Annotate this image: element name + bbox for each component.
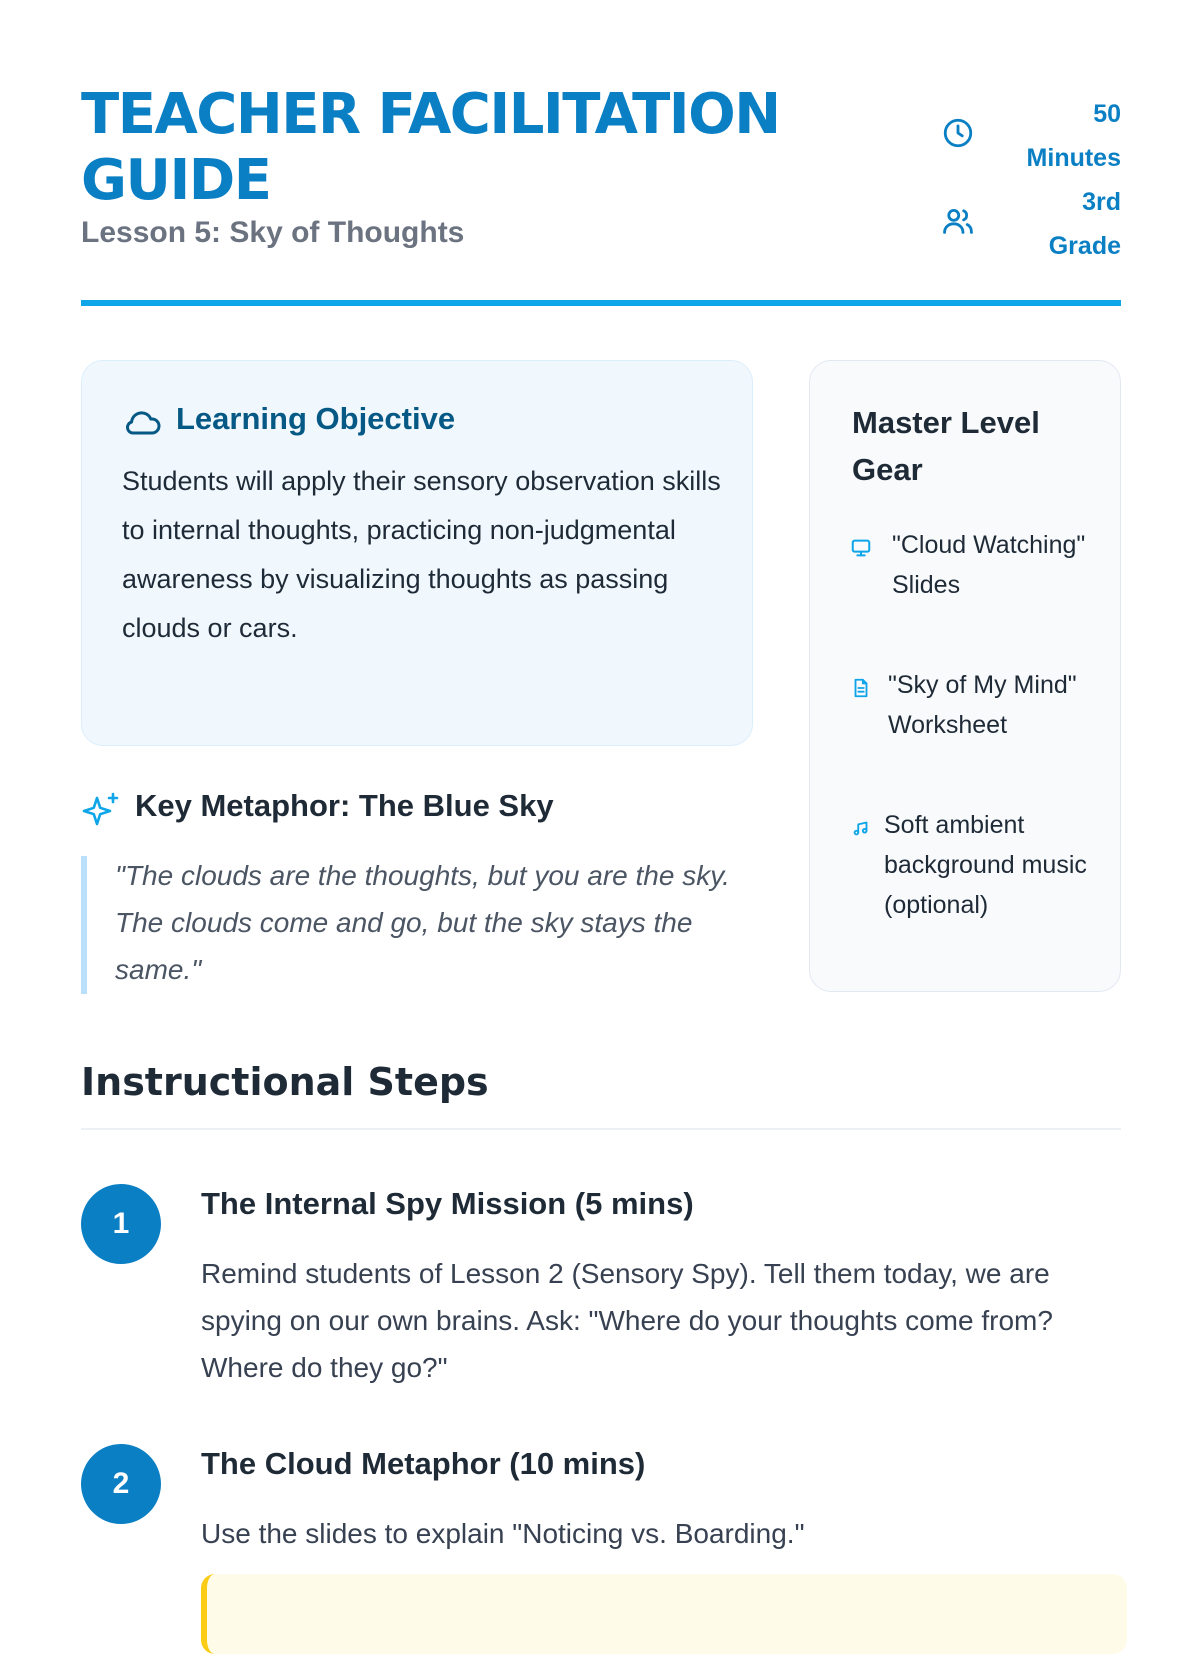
gear-item-label: "Cloud Watching" Slides — [892, 531, 1086, 599]
lesson-subtitle: Lesson 5: Sky of Thoughts — [81, 216, 465, 249]
objective-title: Learning Objective — [176, 401, 456, 436]
step-title: The Cloud Metaphor (10 mins) — [201, 1446, 646, 1481]
facilitation-guide-page — [81, 0, 1121, 1600]
sparkles-icon — [81, 790, 121, 830]
users-icon — [941, 204, 975, 238]
page-title: TEACHER FACILITATION GUIDE — [81, 82, 780, 213]
gear-item-label: Soft ambient background music (optional) — [884, 811, 1087, 919]
learning-objective-card — [81, 360, 753, 746]
step-number-badge: 1 — [81, 1184, 161, 1264]
duration-row — [941, 92, 1121, 172]
steps-heading: Instructional Steps — [81, 1060, 489, 1104]
gear-item-label: "Sky of My Mind" Worksheet — [888, 671, 1077, 739]
music-note-icon — [850, 817, 872, 839]
clock-icon — [941, 116, 975, 150]
tip-callout — [201, 1574, 1127, 1654]
duration-value: 50 Minutes — [1026, 100, 1121, 172]
header-divider — [81, 300, 1121, 306]
document-icon — [850, 677, 872, 699]
grade-row — [941, 180, 1121, 260]
objective-text: Students will apply their sensory observation skills to internal thoughts, practicing non-judgmental awareness by visualizing thoughts as passing clouds or cars. — [122, 466, 721, 643]
cloud-icon — [122, 407, 162, 437]
gear-card — [809, 360, 1121, 992]
quote-accent-bar — [81, 856, 87, 994]
monitor-icon — [850, 537, 872, 559]
step-description: Use the slides to explain "Noticing vs. Boarding." — [201, 1518, 805, 1549]
step-number-badge: 2 — [81, 1444, 161, 1524]
metaphor-title: Key Metaphor: The Blue Sky — [135, 788, 554, 823]
step-title: The Internal Spy Mission (5 mins) — [201, 1186, 694, 1221]
metaphor-quote: "The clouds are the thoughts, but you are the sky. The clouds come and go, but the sky stays the same." — [115, 860, 730, 985]
grade-value: 3rd Grade — [1048, 188, 1121, 260]
step-description: Remind students of Lesson 2 (Sensory Spy). Tell them today, we are spying on our own brains. Ask: "Where do your thoughts come from? Where do they go?" — [201, 1258, 1053, 1383]
gear-title: Master Level Gear — [852, 405, 1040, 487]
steps-divider — [81, 1128, 1121, 1130]
